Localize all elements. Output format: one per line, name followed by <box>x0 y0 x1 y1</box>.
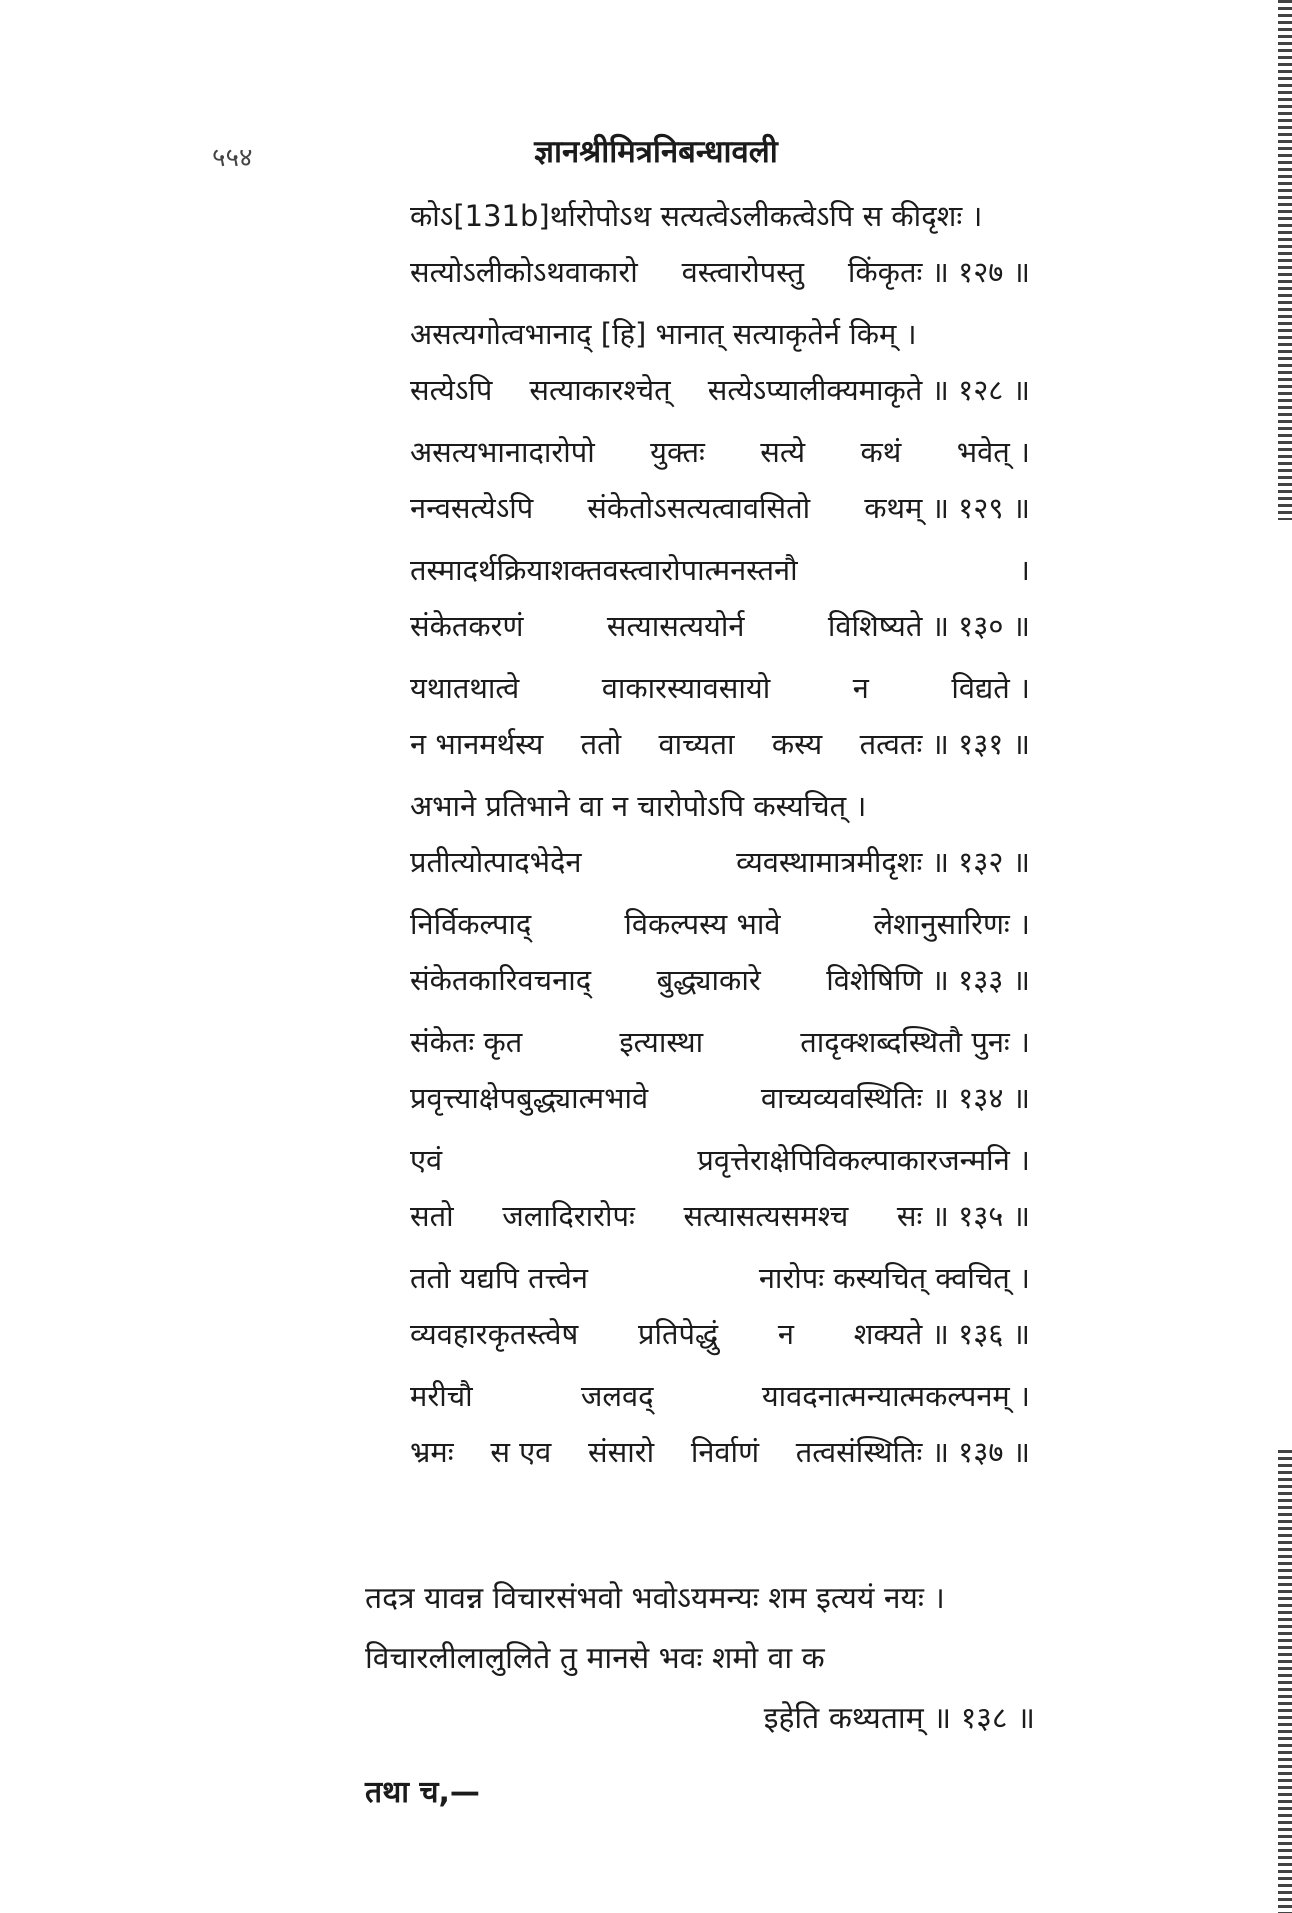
verse-segment: शक्यते ॥ १३६ ॥ <box>853 1317 1030 1351</box>
verse-segment: वाच्यता <box>658 727 735 761</box>
verse-segment: असत्यभानादारोपो <box>410 435 595 469</box>
verse-segment: युक्तः <box>650 435 705 469</box>
verse-segment: तत्वतः ॥ १३१ ॥ <box>859 727 1030 761</box>
verse-segment: वस्त्वारोपस्तु <box>681 255 804 289</box>
verse-segment: कथं <box>860 435 902 469</box>
verse-segment: न <box>777 1317 795 1351</box>
verse-segment: लेशानुसारिणः । <box>873 907 1030 941</box>
verse-line <box>410 844 1030 880</box>
scan-edge-artifact <box>1278 1450 1292 1913</box>
verse-line <box>410 726 1030 762</box>
verse-segment: सत्याकारश्चेत् <box>529 373 671 407</box>
verse-segment: संकेतोऽसत्यत्वावसितो <box>587 491 811 525</box>
verse <box>410 1024 1030 1116</box>
verse-segment: विद्यते । <box>951 671 1030 705</box>
verse-segment: सत्येऽपि <box>410 373 493 407</box>
verse-segment: स एव <box>490 1435 552 1469</box>
verse-line <box>410 490 1030 526</box>
verse-segment: कोऽ[131b]र्थारोपोऽथ सत्यत्वेऽलीकत्वेऽपि स कीदृशः । <box>410 199 983 233</box>
verse-line <box>410 434 1030 470</box>
verse-segment: प्रवृत्त्याक्षेपबुद्ध्यात्मभावे <box>410 1081 649 1115</box>
verse-line <box>410 254 1030 290</box>
verse-line <box>410 670 1030 706</box>
verse-line <box>410 1024 1030 1060</box>
verse-segment: संकेतः कृत <box>410 1025 523 1059</box>
verse-line <box>410 1378 1030 1414</box>
verse <box>410 1378 1030 1470</box>
verse-segment: तादृक्शब्दस्थितौ पुनः । <box>800 1025 1030 1059</box>
verse-segment: यावदनात्मन्यात्मकल्पनम् । <box>761 1379 1030 1413</box>
verse-segment: जलवद् <box>580 1379 654 1413</box>
closing-phrase: तथा च,— <box>365 1775 480 1810</box>
verse-segment: किंकृतः ॥ १२७ ॥ <box>847 255 1030 289</box>
verse-segment: भवेत् । <box>956 435 1030 469</box>
verse-line <box>410 372 1030 408</box>
verse <box>410 906 1030 998</box>
verse-segment: निर्वाणं <box>690 1435 760 1469</box>
prose-line: तदत्र यावन्न विचारसंभवो भवोऽयमन्यः शम इत्ययं नयः । <box>365 1581 945 1616</box>
verse-segment: तत्वसंस्थितिः ॥ १३७ ॥ <box>795 1435 1030 1469</box>
verse-line <box>410 906 1030 942</box>
verse-segment: ततो <box>580 727 622 761</box>
verse-segment: सत्यासत्ययोर्न <box>606 609 745 643</box>
verse-segment: प्रतीत्योत्पादभेदेन <box>410 845 582 879</box>
verse-segment: भ्रमः <box>410 1435 454 1469</box>
verse-segment: यथातथात्वे <box>410 671 520 705</box>
verse-line <box>410 1080 1030 1116</box>
verse-segment: सतो <box>410 1199 454 1233</box>
verse-segment: सत्ये <box>760 435 806 469</box>
verse-line <box>410 316 1030 352</box>
verse-line <box>410 552 1030 588</box>
verse-segment: न भानमर्थस्य <box>410 727 544 761</box>
prose-stanza <box>365 1580 1035 1760</box>
verse-segment: कस्य <box>771 727 823 761</box>
verse-line <box>410 962 1030 998</box>
scan-edge-artifact <box>1278 0 1292 520</box>
verse-line <box>410 1142 1030 1178</box>
verse-line <box>410 608 1030 644</box>
verse-segment: सः ॥ १३५ ॥ <box>896 1199 1030 1233</box>
page-number: ५५४ <box>212 143 253 173</box>
verse-segment: व्यवहारकृतस्त्वेष <box>410 1317 579 1351</box>
verse-segment: प्रवृत्तेराक्षेपिविकल्पाकारजन्मनि । <box>697 1143 1030 1177</box>
running-head: ज्ञानश्रीमित्रनिबन्धावली <box>534 134 778 170</box>
verse-segment: वाच्यव्यवस्थितिः ॥ १३४ ॥ <box>760 1081 1030 1115</box>
verse-segment: संकेतकारिवचनाद् <box>410 963 592 997</box>
verse-segment: कथम् ॥ १२९ ॥ <box>864 491 1030 525</box>
verse-line <box>410 1198 1030 1234</box>
verse-segment: ततो यद्यपि तत्त्वेन <box>410 1261 589 1295</box>
verse-line <box>410 788 1030 824</box>
verse-line <box>410 1260 1030 1296</box>
verse <box>410 316 1030 408</box>
verse-segment: व्यवस्थामात्रमीदृशः ॥ १३२ ॥ <box>736 845 1030 879</box>
verse-segment: संसारो <box>588 1435 655 1469</box>
verse <box>410 434 1030 526</box>
verse-segment: विकल्पस्य भावे <box>624 907 781 941</box>
verse-segment: असत्यगोत्वभानाद् [हि] भानात् सत्याकृतेर्न किम् । <box>410 317 917 351</box>
verse <box>410 198 1030 290</box>
verse <box>410 788 1030 880</box>
verse-segment: नारोपः कस्यचित् क्वचित् । <box>758 1261 1030 1295</box>
verse-segment: तस्मादर्थक्रियाशक्तवस्त्वारोपात्मनस्तनौ <box>410 553 798 587</box>
verse-segment: निर्विकल्पाद् <box>410 907 532 941</box>
verse <box>410 552 1030 644</box>
verse-segment: प्रतिपेद्धुं <box>638 1317 719 1351</box>
verse-segment: अभाने प्रतिभाने वा न चारोपोऽपि कस्यचित् । <box>410 789 867 823</box>
verse-segment: वाकारस्यावसायो <box>601 671 771 705</box>
verse-line <box>410 1434 1030 1470</box>
verse-segment: सत्यासत्यसमश्च <box>683 1199 849 1233</box>
verse-segment: मरीचौ <box>410 1379 473 1413</box>
verse-segment: जलादिरारोपः <box>502 1199 635 1233</box>
verse-segment: एवं <box>410 1143 443 1177</box>
verse <box>410 1142 1030 1234</box>
prose-line: विचारलीलालुलिते तु मानसे भवः शमो वा क <box>365 1641 825 1676</box>
verse-segment: सत्योऽलीकोऽथवाकारो <box>410 255 638 289</box>
verse-segment: इत्यास्था <box>619 1025 704 1059</box>
verse-segment: विशिष्यते ॥ १३० ॥ <box>827 609 1030 643</box>
verse-segment: विशेषिणि ॥ १३३ ॥ <box>826 963 1030 997</box>
verse-line <box>410 198 1030 234</box>
verse-segment: सत्येऽप्यालीक्यमाकृते ॥ १२८ ॥ <box>707 373 1030 407</box>
verse-line <box>410 1316 1030 1352</box>
verse-segment: नन्वसत्येऽपि <box>410 491 534 525</box>
verse <box>410 1260 1030 1352</box>
verse-segment: संकेतकरणं <box>410 609 524 643</box>
verse <box>410 670 1030 762</box>
verse-segment: बुद्ध्याकारे <box>656 963 761 997</box>
verse-block <box>410 198 1030 1496</box>
verse-segment: न <box>852 671 869 705</box>
verse-segment: । <box>1019 553 1030 587</box>
prose-line: इहेति कथ्यताम् ॥ १३८ ॥ <box>763 1701 1035 1736</box>
